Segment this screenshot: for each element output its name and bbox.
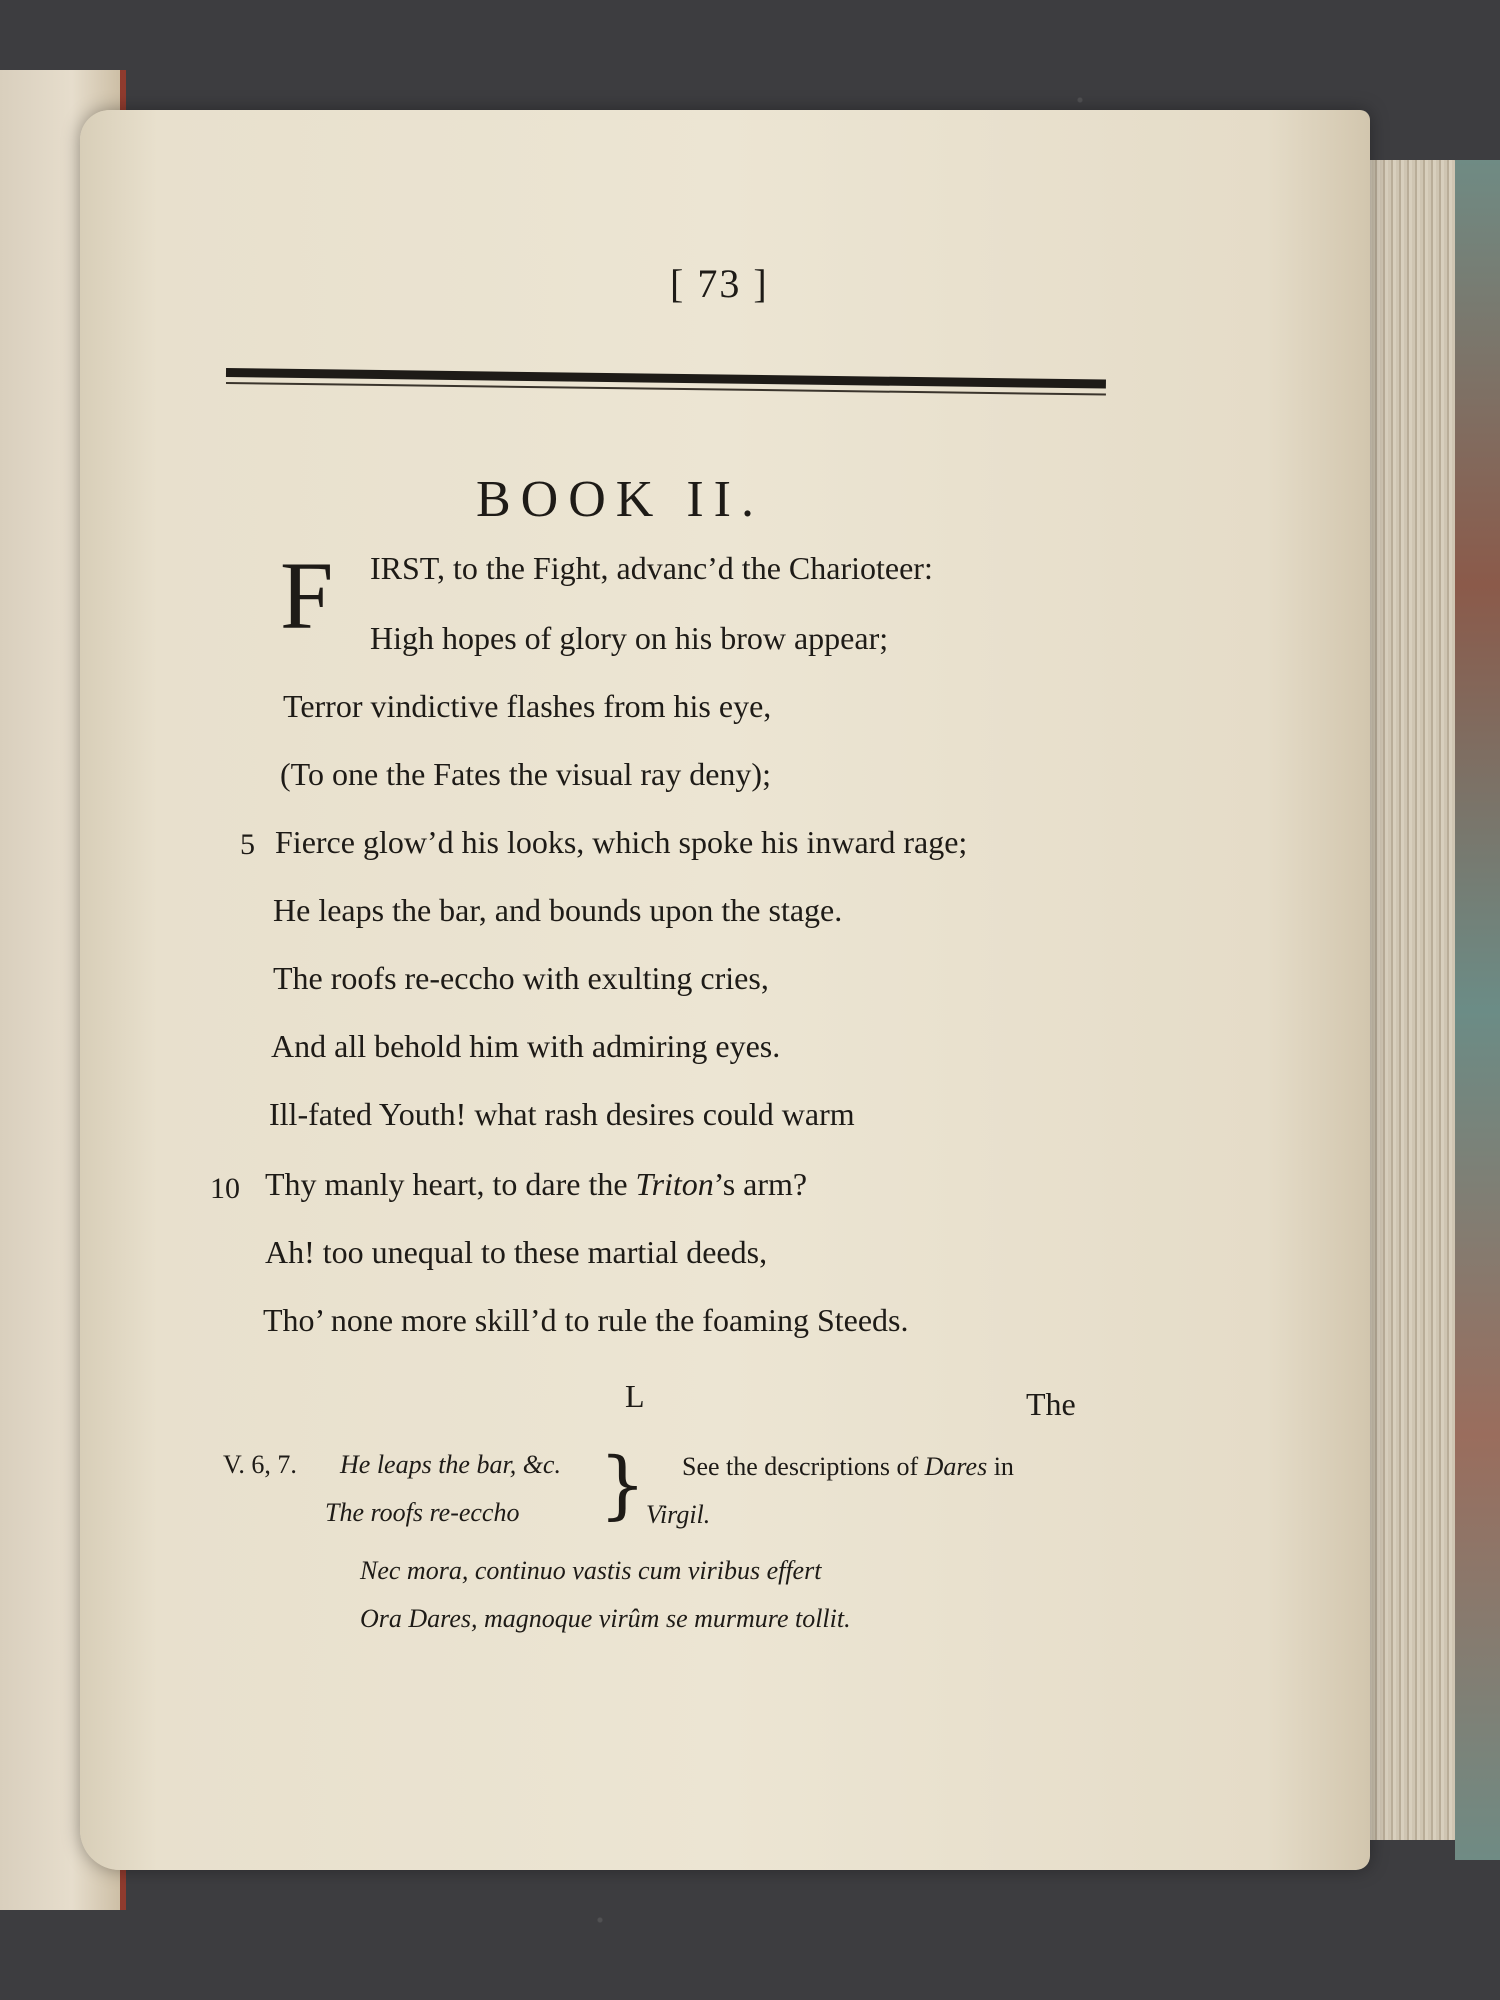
drop-cap: F (280, 542, 334, 649)
line-number-5: 5 (240, 828, 255, 861)
footnote-ref: V. 6, 7. (223, 1450, 297, 1479)
catchword: The (1026, 1386, 1076, 1422)
book-heading: BOOK II. (476, 471, 764, 528)
footnote-latin-1: Nec mora, continuo vastis cum viribus effert (360, 1556, 822, 1585)
signature-mark: L (625, 1378, 645, 1414)
footnote-see-line: See the descriptions of Dares in (682, 1452, 1014, 1481)
verse-line-11: Ah! too unequal to these martial deeds, (265, 1234, 768, 1270)
triton-italic: Triton (635, 1166, 714, 1202)
verse-line-5: Fierce glow’d his looks, which spoke his inward rage; (275, 824, 968, 860)
footnote-virgil: Virgil. (646, 1500, 711, 1529)
verse-line-3: Terror vindictive flashes from his eye, (283, 688, 772, 724)
page-number: [ 73 ] (670, 261, 769, 306)
verse-line-9: Ill-fated Youth! what rash desires could warm (269, 1096, 855, 1132)
footnote-quote-2: The roofs re-eccho (325, 1498, 520, 1527)
marbled-cover (1455, 160, 1500, 1860)
verse-line-8: And all behold him with admiring eyes. (271, 1028, 781, 1064)
verse-line-4: (To one the Fates the visual ray deny); (280, 756, 771, 792)
footnote-latin-2: Ora Dares, magnoque virûm se murmure tollit. (360, 1604, 851, 1633)
footnote-brace: } (599, 1442, 647, 1528)
verse-line-2: High hopes of glory on his brow appear; (370, 620, 889, 656)
dares-italic: Dares (924, 1452, 988, 1481)
line-number-10: 10 (210, 1172, 240, 1205)
verse-line-6: He leaps the bar, and bounds upon the stage. (273, 892, 843, 928)
verse-line-10: Thy manly heart, to dare the Triton’s arm? (265, 1166, 808, 1202)
verse-line-7: The roofs re-eccho with exulting cries, (273, 960, 769, 996)
footnote-quote-1: He leaps the bar, &c. (340, 1450, 561, 1479)
verse-line-1: IRST, to the Fight, advanc’d the Charioteer: (370, 550, 933, 586)
book-page (80, 110, 1370, 1870)
verse-line-12: Tho’ none more skill’d to rule the foaming Steeds. (263, 1302, 909, 1338)
